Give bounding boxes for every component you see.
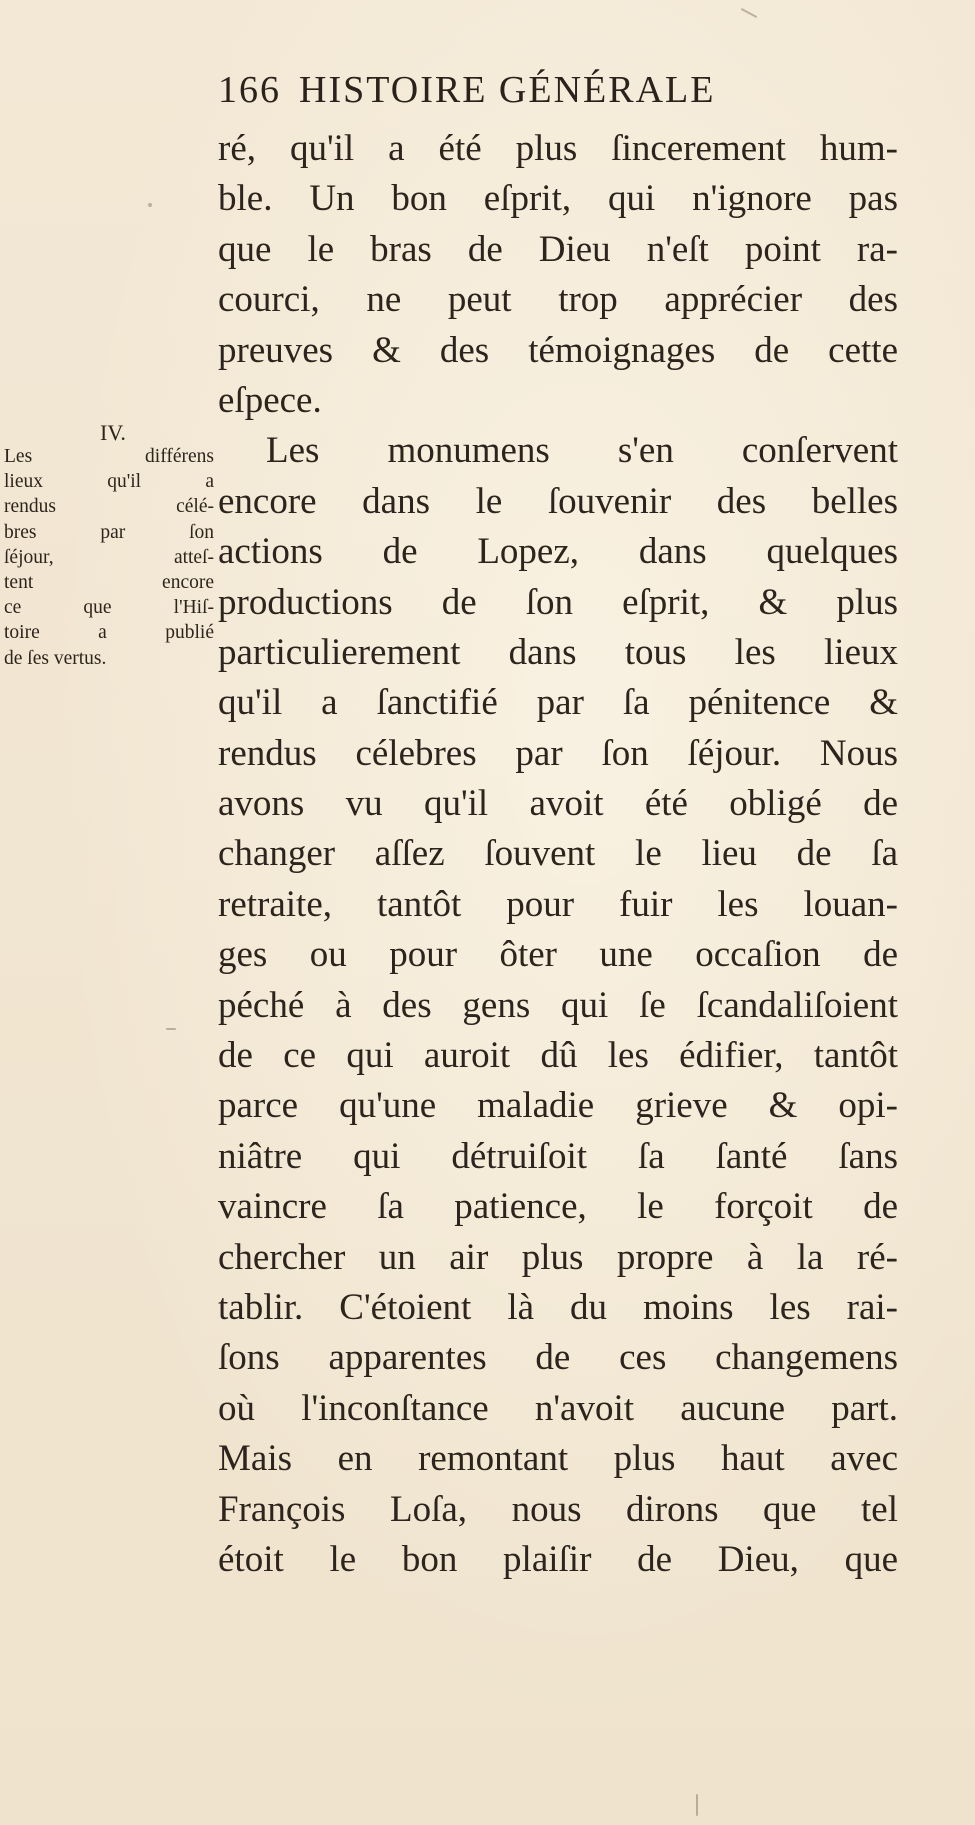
text-line: tablir. C'étoient là du moins les rai- [218, 1286, 898, 1328]
text-line: où l'inconſtance n'avoit aucune part. [218, 1387, 898, 1429]
margin-note-line: lieux qu'il a [4, 471, 214, 493]
text-line: étoit le bon plaiſir de Dieu, que [218, 1538, 898, 1580]
text-line: changer aſſez ſouvent le lieu de ſa [218, 833, 898, 875]
margin-note-text [4, 444, 214, 671]
text-line: productions de ſon eſprit, & plus [218, 581, 898, 623]
paper-speck [696, 1794, 698, 1816]
text-line: ble. Un bon eſprit, qui n'ignore pas [218, 178, 898, 220]
paper-speck [166, 1028, 176, 1030]
page-number: 166 [218, 69, 281, 111]
text-line: François Loſa, nous dirons que tel [218, 1488, 898, 1530]
text-line: niâtre qui détruiſoit ſa ſanté ſans [218, 1135, 898, 1177]
text-line: parce qu'une maladie grieve & opi- [218, 1085, 898, 1127]
text-line: rendus célebres par ſon ſéjour. Nous [218, 732, 898, 774]
margin-note-line: toire a publié [4, 622, 214, 644]
running-title: HISTOIRE GÉNÉRALE [299, 69, 716, 111]
running-head [218, 62, 858, 118]
margin-note-line: tent encore [4, 571, 214, 593]
margin-note-line: bres par ſon [4, 521, 214, 543]
body-text [218, 124, 898, 1585]
margin-note-line: de ſes vertus. [4, 647, 107, 669]
text-line: ges ou pour ôter une occaſion de [218, 934, 898, 976]
text-line: Mais en remontant plus haut avec [218, 1438, 898, 1480]
text-line: qu'il a ſanctifié par ſa pénitence & [218, 682, 898, 724]
text-line: vaincre ſa patience, le forçoit de [218, 1186, 898, 1228]
text-line: actions de Lopez, dans quelques [218, 531, 898, 573]
text-line: ſons apparentes de ces changemens [218, 1337, 898, 1379]
text-line: particulierement dans tous les lieux [218, 631, 898, 673]
text-line: courci, ne peut trop apprécier des [218, 279, 898, 321]
margin-note-line: ce que l'Hiſ- [4, 597, 214, 619]
paragraph-start-line: Les monumens s'en conſervent [266, 430, 898, 472]
margin-note-line: ſéjour, atteſ- [4, 546, 214, 568]
text-line: que le bras de Dieu n'eſt point ra- [218, 228, 898, 270]
text-line: péché à des gens qui ſe ſcandaliſoient [218, 984, 898, 1026]
text-line: chercher un air plus propre à la ré- [218, 1236, 898, 1278]
paper-speck [148, 203, 152, 207]
text-line: encore dans le ſouvenir des belles [218, 480, 898, 522]
paper-speck [741, 8, 758, 18]
text-line: eſpece. [218, 379, 322, 421]
text-line: preuves & des témoignages de cette [218, 329, 898, 371]
text-line: de ce qui auroit dû les édifier, tantôt [218, 1035, 898, 1077]
text-line: retraite, tantôt pour fuir les louan- [218, 883, 898, 925]
text-line: ré, qu'il a été plus ſincerement hum- [218, 128, 898, 169]
margin-note-line: rendus célé- [4, 496, 214, 518]
margin-note-line: Les différens [4, 446, 214, 467]
text-line: avons vu qu'il avoit été obligé de [218, 783, 898, 825]
margin-note-number: IV. [100, 420, 126, 445]
